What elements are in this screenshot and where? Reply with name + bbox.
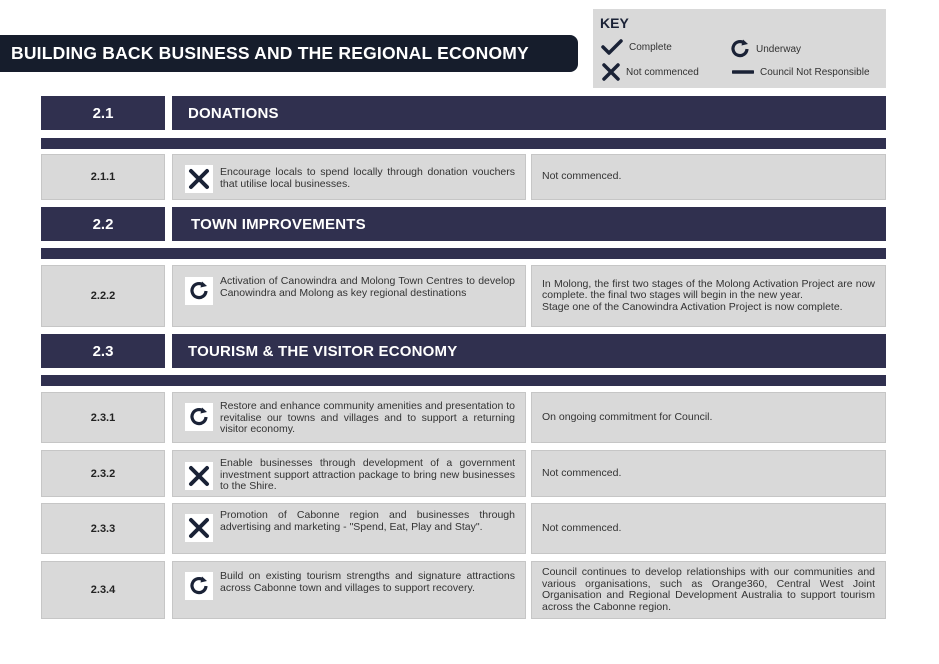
section-name: DONATIONS (172, 96, 886, 130)
section-name: TOURISM & THE VISITOR ECONOMY (172, 334, 886, 368)
cross-icon (602, 63, 620, 81)
status-underway-icon (185, 277, 213, 305)
action-cell (172, 561, 526, 619)
key-title: KEY (600, 15, 629, 31)
action-cell (172, 265, 526, 327)
key-not-commenced-label: Not commenced (626, 66, 699, 78)
status-cross-icon (185, 462, 213, 490)
action-text: Build on existing tourism strengths and signature attractions across Cabonne town and villages to support recovery. (220, 570, 515, 594)
key-underway (730, 39, 801, 59)
section-divider (41, 138, 886, 149)
row-id: 2.1.1 (41, 154, 165, 200)
key-legend (593, 9, 886, 88)
row-id: 2.2.2 (41, 265, 165, 327)
underway-icon (730, 39, 750, 59)
key-underway-label: Underway (756, 43, 802, 55)
comment-cell (531, 561, 886, 619)
comment-cell (531, 503, 886, 554)
page-title: BUILDING BACK BUSINESS AND THE REGIONAL ECONOMY (11, 43, 529, 63)
action-text: Restore and enhance community amenities and presentation to revitalise our towns and villages and to support a returning visitor economy. (220, 400, 515, 435)
key-council-not-responsible (732, 64, 870, 80)
comment-cell (531, 450, 886, 497)
comment-cell (531, 265, 886, 327)
action-cell (172, 154, 526, 200)
dash-icon (732, 64, 754, 80)
status-cross-icon (185, 165, 213, 193)
comment-cell (531, 154, 886, 200)
action-text: Activation of Canowindra and Molong Town Centres to develop Canowindra and Molong as key regional destinations (220, 275, 515, 299)
row-id: 2.3.1 (41, 392, 165, 443)
section-divider (41, 375, 886, 386)
section-name: TOWN IMPROVEMENTS (172, 207, 886, 241)
action-text: Promotion of Cabonne region and businesses through advertising and marketing - "Spend, Eat, Play and Stay". (220, 509, 515, 533)
action-cell (172, 503, 526, 554)
comment-text: In Molong, the first two stages of the Molong Activation Project are now complete. the final two stages will begin in the new year. Stage one of the Canowindra Activation Project is now complete. (542, 277, 875, 313)
section-number: 2.1 (41, 96, 165, 130)
section-number: 2.2 (41, 207, 165, 241)
status-underway-icon (185, 403, 213, 431)
action-text: Enable businesses through development of a government investment support attraction package to bring new businesses to the Shire. (220, 457, 515, 492)
row-id: 2.3.4 (41, 561, 165, 619)
action-cell (172, 392, 526, 443)
comment-text: Not commenced. (542, 170, 622, 183)
section-number: 2.3 (41, 334, 165, 368)
comment-text: Not commenced. (542, 521, 622, 534)
key-not-commenced (602, 63, 699, 81)
action-text: Encourage locals to spend locally through donation vouchers that utilise local businesses. (220, 166, 515, 190)
status-cross-icon (185, 514, 213, 542)
comment-cell (531, 392, 886, 443)
action-cell (172, 450, 526, 497)
check-icon (601, 39, 623, 55)
key-complete (601, 39, 672, 55)
row-id: 2.3.2 (41, 450, 165, 497)
key-council-not-responsible-label: Council Not Responsible (760, 66, 870, 78)
key-complete-label: Complete (629, 41, 672, 53)
page-title-bar (0, 35, 578, 72)
comment-text: Council continues to develop relationships with our communities and various organisations, such as Orange360, Central West Joint Organisation and Regional Development Australia to support tourism across the Cabonne region. (542, 566, 875, 613)
comment-text: On ongoing commitment for Council. (542, 410, 713, 423)
comment-text: Not commenced. (542, 466, 622, 479)
section-divider (41, 248, 886, 259)
status-underway-icon (185, 572, 213, 600)
row-id: 2.3.3 (41, 503, 165, 554)
